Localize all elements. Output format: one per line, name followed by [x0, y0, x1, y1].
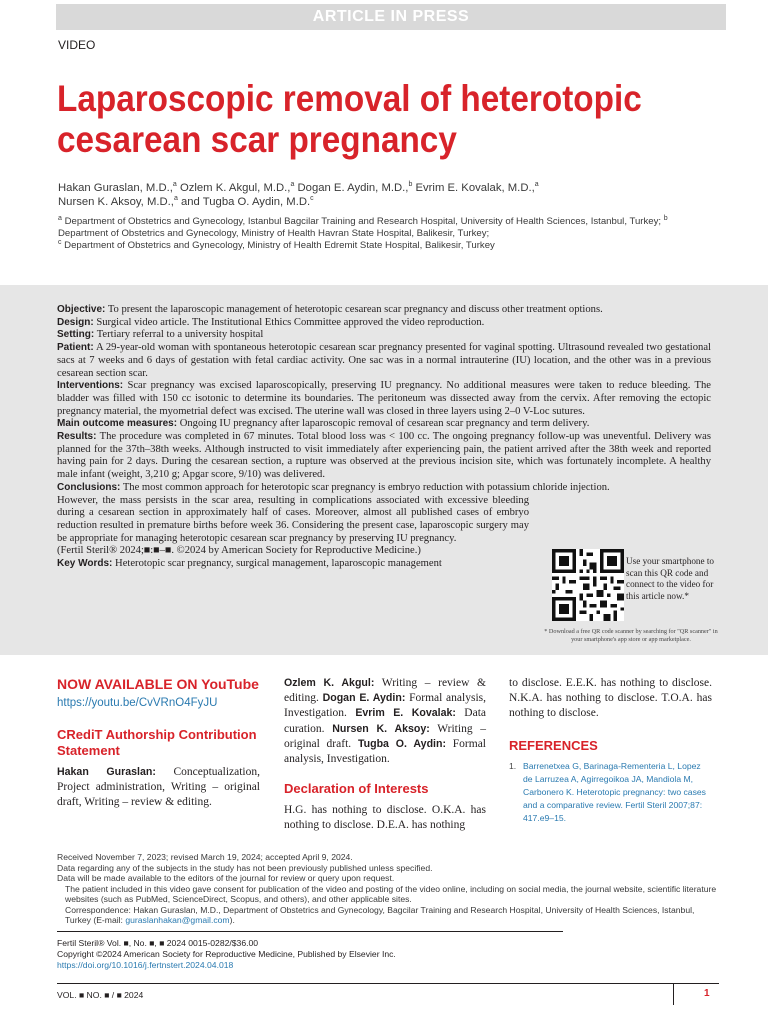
author: Evrim E. Kovalak, M.D.,$^a$	[415, 181, 539, 194]
references-heading: REFERENCES	[509, 737, 598, 753]
abstract-results: Results: The procedure was completed in 67 minutes. Total blood loss was < 100 cc. The ongoing pregnancy follow-up was uneventful. Delivery was planned for the 37th–38th weeks. Although instructed to visit immediately after experiencing pain, the patient arrived after the 38th week and reported having pain for 2 days. During the cesarean section, a rupture was observed at the previous incision site, which was fortunately incomplete. A healthy male infant (weight, 3,210 g; Apgar score, 9/10) was delivered.	[57, 431, 711, 481]
abstract	[57, 304, 711, 571]
abstract-setting: Setting: Tertiary referral to a university hospital	[57, 329, 264, 341]
abstract-interventions: Interventions: Scar pregnancy was excised laparoscopically, preserving IU pregnancy. No additional measures were taken to reduce bleeding. The bladder was filled with 150 cc isotonic to determine its boundaries. The peritoneum was dissected away from the cervix. After removing the ectopic pregnancy material, the myometrial defect was excised. The uterine wall was closed in three layers using 2–0 V-Loc sutures.	[57, 380, 711, 417]
divider	[57, 931, 563, 932]
article-title: Laparoscopic removal of heterotopic cesarean scar pregnancy	[57, 78, 642, 160]
author: and Tugba O. Aydin, M.D.$^c$	[180, 195, 314, 208]
copyright: Copyright ©2024 American Society for Reproductive Medicine, Published by Elsevier Inc.	[57, 949, 396, 959]
journal-volume: Fertil Steril® Vol. ■, No. ■, ■ 2024 0015-0282/$36.00	[57, 938, 259, 948]
column-middle	[284, 676, 486, 834]
author: Hakan Guraslan, M.D.,$^a$	[58, 181, 177, 194]
data-statement: Data regarding any of the subjects in the study has not been previously published unless specified.	[57, 862, 433, 873]
abstract-conclusions: Conclusions: The most common approach for heterotopic scar pregnancy is embryo reduction with potassium chloride injection.	[57, 481, 610, 493]
abstract-citation: (Fertil Steril® 2024;■:■–■. ©2024 by American Society for Reproductive Medicine.)	[57, 545, 421, 557]
abstract-keywords: Key Words: Heterotopic scar pregnancy, surgical management, laparoscopic management	[57, 558, 442, 570]
declaration-heading: Declaration of Interests	[284, 781, 429, 797]
affiliation: $^b$ Department of Obstetrics and Gynecology, Ministry of Health Havran State Hospital, Balikesir, Turkey;	[58, 214, 668, 239]
footer-volume: VOL. ■ NO. ■ / ■ 2024	[57, 990, 144, 1000]
credit-heading: CRediT Authorship Contribution Statement	[57, 727, 257, 758]
qr-footnote: * Download a free QR code scanner by searching for "QR scanner" in your smartphone's app store or app marketplace.	[544, 628, 718, 643]
credit-statement-rest: Ozlem K. Akgul: Writing – review & editing. Dogan E. Aydin: Formal analysis, Investigation. Evrim E. Kovalak: Data curation. Nursen K. Aksoy: Writing – original draft. Tugba O. Aydin: Formal analysis, Investigation.	[284, 677, 487, 766]
affiliation: $^a$ Department of Obstetrics and Gynecology, Istanbul Bagcilar Training and Research Hospital, University of Health Sciences, Istanbul, Turkey;	[58, 214, 662, 227]
qr-instructions: Use your smartphone to scan this QR code and connect to the video for this article now.*	[626, 556, 715, 601]
received-dates: Received November 7, 2023; revised March 19, 2024; accepted April 9, 2024.	[57, 852, 353, 862]
qr-code-icon[interactable]	[552, 549, 624, 621]
consent-statement: The patient included in this video gave consent for publication of the video and posting of the video online, including on social media, the journal website, scientific literature websites (such as PubMed, ScienceDirect, Scopus, and others), and other applicable sites.	[65, 883, 717, 904]
abstract-outcome: Main outcome measures: Ongoing IU pregnancy after laparoscopic removal of cesarean scar pregnancy and term delivery.	[57, 418, 590, 430]
author: Ozlem K. Akgul, M.D.,$^a$	[179, 181, 295, 194]
abstract-design: Design: Surgical video article. The Institutional Ethics Committee approved the video reproduction.	[57, 316, 485, 328]
author: Nursen K. Aksoy, M.D.,$^a$	[58, 195, 178, 208]
footer-vertical-divider	[673, 983, 674, 1005]
credit-statement-first: Hakan Guraslan: Conceptualization, Project administration, Writing – original draft, Writing – review & editing.	[57, 766, 260, 809]
abstract-patient: Patient: A 29-year-old woman with spontaneous heterotopic cesarean scar pregnancy presented for vaginal spotting. Ultrasound revealed two gestational sacs at 7 weeks and 6 days of gestation with fetal cardiac activity. One sac was in a normal intrauterine (IU) location, and the other was in a previous cesarean section scar.	[57, 342, 711, 379]
footer-divider	[57, 983, 719, 984]
footnotes	[57, 852, 717, 926]
journal-info	[57, 938, 557, 971]
section-label: VIDEO	[58, 38, 96, 52]
declaration-text-continued: to disclose. E.E.K. has nothing to disclose. N.K.A. has nothing to disclose. T.O.A. has nothing to disclose.	[509, 677, 712, 720]
page-number: 1	[704, 988, 710, 999]
abstract-objective: Objective: To present the laparoscopic management of heterotopic cesarean scar pregnancy and discuss other treatment options.	[57, 304, 603, 315]
author-list	[58, 181, 698, 209]
youtube-heading: NOW AVAILABLE ON YouTube	[57, 676, 259, 692]
data-availability: Data will be made available to the editors of the journal for review or query upon request.	[57, 873, 395, 883]
declaration-text: H.G. has nothing to disclose. O.K.A. has nothing to disclose. D.E.A. has nothing	[284, 804, 486, 832]
column-right	[509, 676, 712, 825]
youtube-link[interactable]: https://youtu.be/CvVRnO4FyJU	[57, 697, 218, 709]
email-link[interactable]: guraslanhakan@gmail.com	[125, 915, 230, 925]
article-in-press-banner: ARTICLE IN PRESS	[56, 4, 726, 30]
author: Dogan E. Aydin, M.D.,$^b$	[297, 181, 413, 194]
abstract-conclusions-continued: However, the mass persists in the scar area, resulting in complications associated with excessive bleeding during a cesarean section in approximately half of cases. Moreover, almost all published cases of embryo reduction resulted in premature births before week 36. Considering the present case, laparoscopic surgery may be appropriate for managing heterotopic cesarean scar pregnancy by preserving IU pregnancy.	[57, 494, 529, 544]
affiliation: $^c$ Department of Obstetrics and Gynecology, Ministry of Health Edremit State Hospital, Balikesir, Turkey	[58, 238, 495, 251]
doi-link[interactable]: https://doi.org/10.1016/j.fertnstert.2024.04.018	[57, 960, 234, 970]
correspondence: Correspondence: Hakan Guraslan, M.D., Department of Obstetrics and Gynecology, Bagcilar Training and Research Hospital, University of Health Sciences, Istanbul, Turkey (E-mail: guraslanhakan@gmail.com).	[65, 904, 695, 925]
column-left	[57, 676, 260, 811]
affiliations	[58, 216, 698, 252]
reference-item[interactable]: 1. Barrenetxea G, Barinaga-Rementeria L, Lopez de Larruzea A, Agirregoikoa JA, Mandiola M, Carbonero K. Heterotopic pregnancy: two cases and a comparative review. Fertil Steril 2007;87: 417.e9–15.	[509, 760, 706, 823]
